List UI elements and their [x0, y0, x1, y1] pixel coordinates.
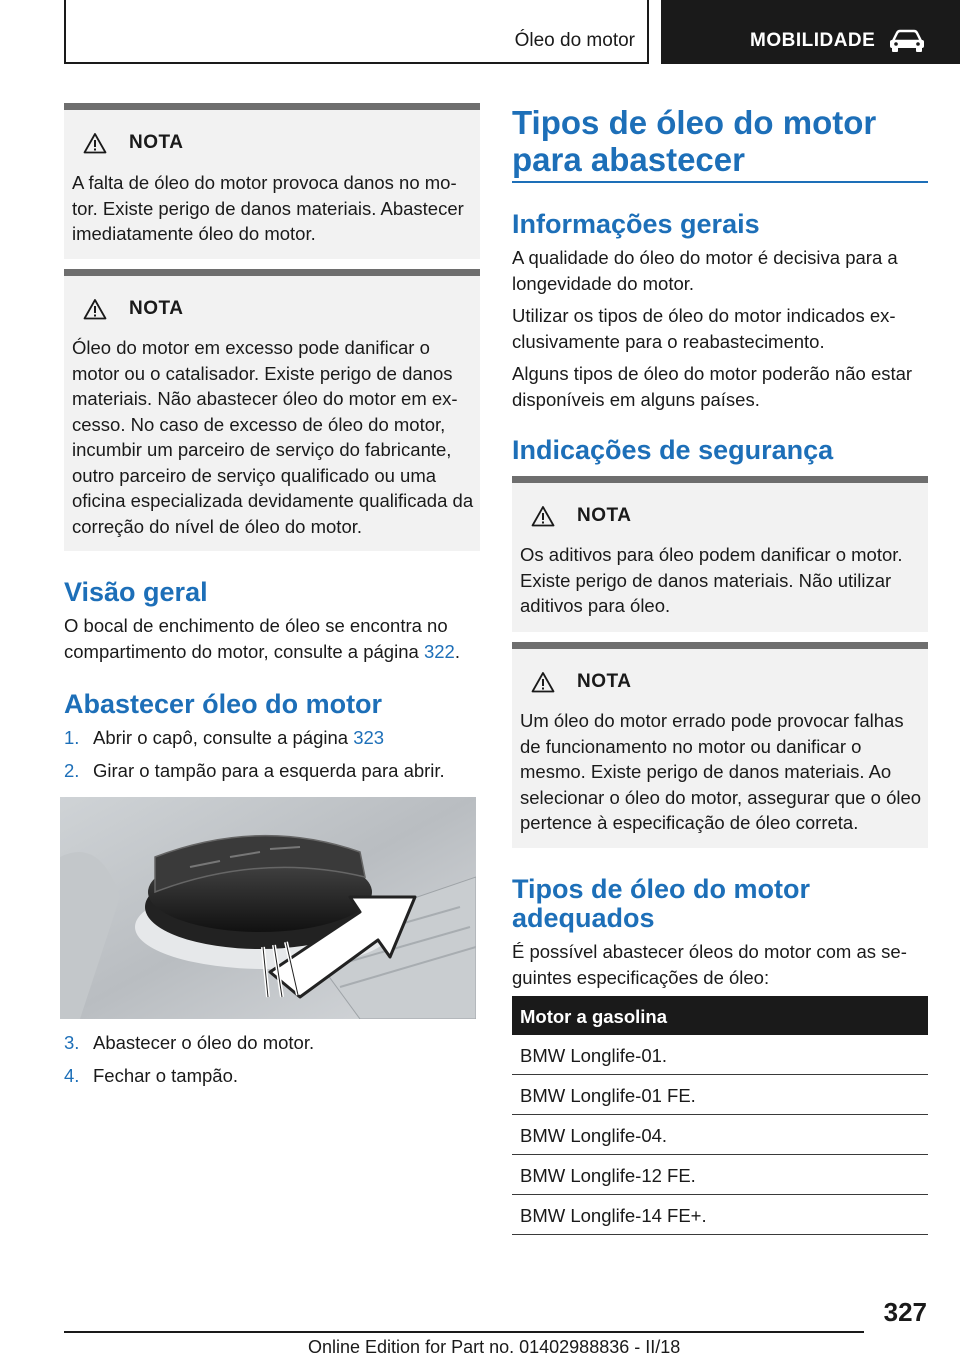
table-row: BMW Longlife-04. [512, 1115, 928, 1155]
general-paragraph: Alguns tipos de óleo do motor poderão não estar disponíveis em alguns países. [512, 363, 913, 410]
step-text-body: Abrir o capô, consulte a página [93, 727, 354, 748]
edition-text: Online Edition for Part no. 01402988836 - II/18 [308, 1337, 681, 1357]
page-number: 327 [883, 1297, 927, 1327]
note-box-oil-excess [64, 269, 480, 551]
step-text: Abastecer o óleo do motor. [93, 1032, 315, 1053]
note-box-wrong-oil [512, 642, 928, 848]
header-section-title: Óleo do motor [514, 30, 635, 51]
oil-cap-illustration [60, 797, 476, 1019]
page-link-322[interactable]: 322 [423, 640, 455, 662]
title-oil-types-line1: Tipos de óleo do motor [512, 104, 877, 141]
overview-text [64, 613, 480, 664]
table-row: BMW Longlife-14 FE+. [512, 1195, 928, 1235]
table-header-gasoline: Motor a gasolina [512, 996, 928, 1035]
header-section-box [64, 0, 649, 64]
step-text: Fechar o tampão. [93, 1065, 238, 1086]
step-text [93, 727, 384, 749]
note-box-oil-shortage [64, 103, 480, 259]
note-text: Os aditivos para óleo podem danificar o motor. Existe perigo de danos materiais. Não utilizar aditivos para óleo. [520, 544, 903, 616]
note-label: NOTA [129, 132, 184, 153]
warning-triangle-icon [531, 671, 555, 693]
note-label: NOTA [577, 505, 632, 526]
overview-text-body: O bocal de enchimento de óleo se encontra no compartimento do motor, consulte a página [64, 615, 448, 662]
general-paragraph: A qualidade do óleo do motor é decisiva para a longevidade do motor. [512, 247, 898, 294]
step-number: 4. [64, 1065, 80, 1086]
title-rule [512, 181, 928, 183]
warning-triangle-icon [531, 505, 555, 527]
step-text: Girar o tampão para a esquerda para abrir. [93, 760, 445, 781]
title-oil-types-line2: para abastecer [512, 141, 745, 178]
heading-safety: Indicações de segurança [512, 435, 834, 465]
note-label: NOTA [577, 671, 632, 692]
heading-overview: Visão geral [64, 577, 208, 607]
table-row: BMW Longlife-01. [512, 1035, 928, 1075]
note-text: A falta de óleo do motor provoca danos no mo-tor. Existe perigo de danos materiais. Abastecer imediatamente óleo do motor. [72, 172, 464, 244]
heading-refill: Abastecer óleo do motor [64, 689, 383, 719]
heading-suitable-line1: Tipos de óleo do motor [512, 874, 811, 904]
warning-triangle-icon [83, 298, 107, 320]
note-text: Um óleo do motor errado pode provocar falhas de funcionamento no motor ou danificar o mesmo. Existe perigo de danos materiais. Ao selecionar o óleo do motor, assegurar que o óleo pertence à especificação de óleo correta. [520, 710, 922, 833]
warning-triangle-icon [83, 132, 107, 154]
overview-text-trailing: . [454, 640, 460, 662]
step-number: 1. [64, 727, 80, 748]
note-label: NOTA [129, 298, 184, 319]
step-number: 2. [64, 760, 80, 781]
header-chapter-box [661, 0, 960, 64]
step-number: 3. [64, 1032, 80, 1053]
heading-suitable-line2: adequados [512, 903, 655, 933]
suitable-text: É possível abastecer óleos do motor com as se-guintes especificações de óleo: [512, 941, 907, 988]
note-text: Óleo do motor em excesso pode danificar o motor ou o catalisador. Existe perigo de danos materiais. Não abastecer óleo do motor em ex-cesso. No caso de excesso de óleo do motor, incumbir um parceiro de serviço do fabricante, outro parceiro de serviço qualificado ou uma oficina especializada devidamente qualificada da correção do nível de óleo do motor. [72, 337, 474, 537]
heading-general-info: Informações gerais [512, 209, 760, 239]
table-row: BMW Longlife-12 FE. [512, 1155, 928, 1195]
general-paragraph: Utilizar os tipos de óleo do motor indicados ex-clusivamente para o reabastecimento. [512, 305, 896, 352]
page-link-323[interactable]: 323 [353, 727, 385, 748]
car-icon [889, 29, 925, 53]
footer-rule [64, 1331, 864, 1333]
header-chapter-title: MOBILIDADE [750, 30, 876, 51]
note-box-additives [512, 476, 928, 632]
table-row: BMW Longlife-01 FE. [512, 1075, 928, 1115]
